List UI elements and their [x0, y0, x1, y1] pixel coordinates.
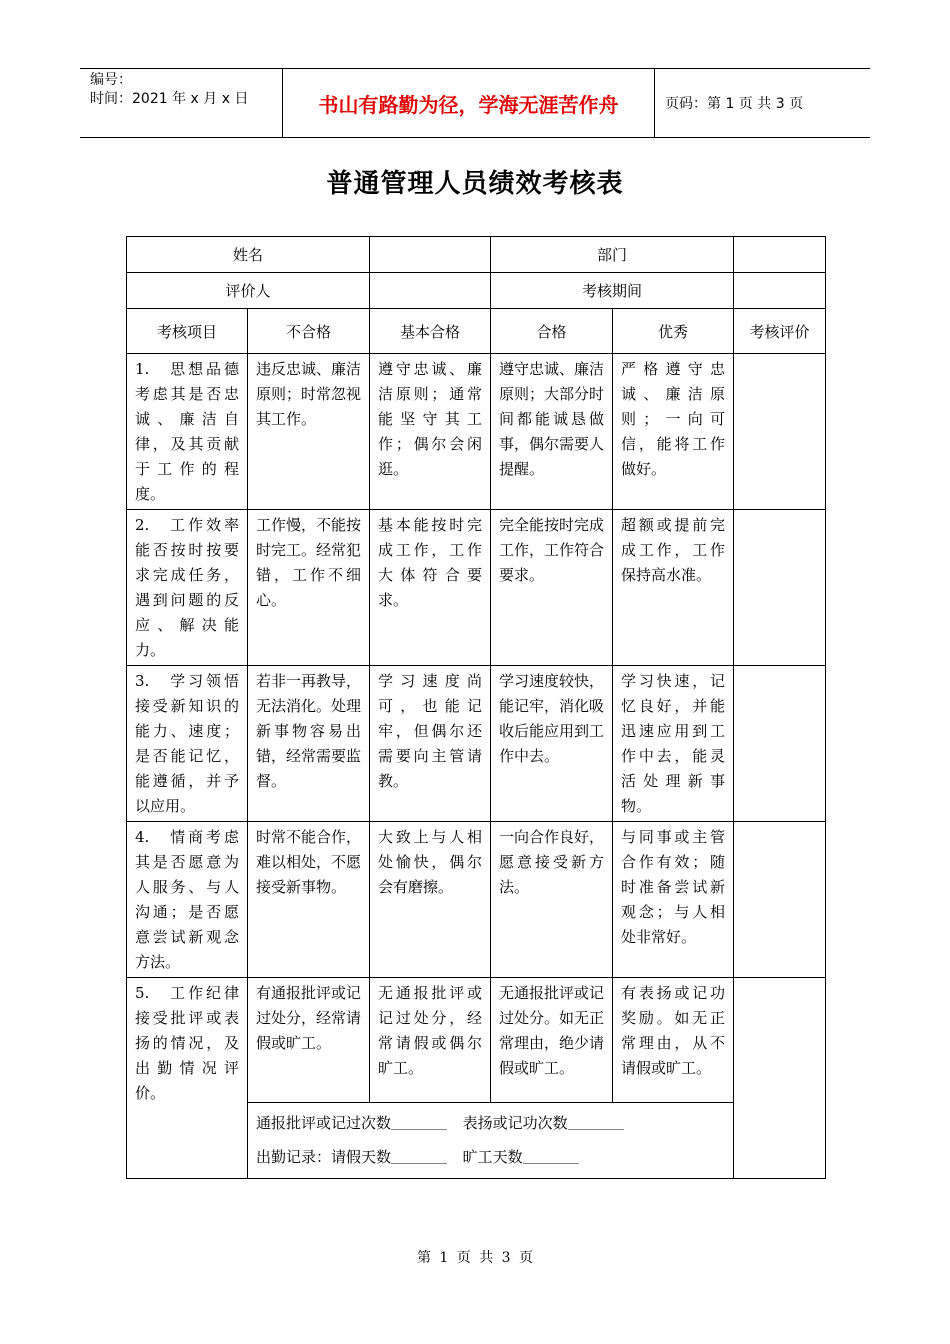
col-header-basic-pass: 基本合格 — [370, 309, 491, 354]
fail-cell: 若非一再教导，无法消化。处理新事物容易出错，经常需要监督。 — [248, 666, 370, 822]
item-cell: 5. 工作纪律接受批评或表扬的情况，及出勤情况评价。 — [127, 978, 248, 1179]
evaluation-cell[interactable] — [734, 666, 826, 822]
fail-cell: 有通报批评或记过处分，经常请假或旷工。 — [248, 978, 370, 1103]
name-label: 姓名 — [127, 237, 370, 273]
evaluator-field[interactable] — [370, 273, 491, 309]
page-title: 普通管理人员绩效考核表 — [326, 169, 624, 199]
appraisal-table — [126, 236, 826, 1179]
info-row-1 — [127, 237, 826, 273]
item-cell: 1. 思想品德考虑其是否忠诚、廉洁自律，及其贡献于工作的程度。 — [127, 354, 248, 510]
basic-pass-cell: 学习速度尚可，也能记牢，但偶尔还需要向主管请教。 — [370, 666, 491, 822]
basic-pass-cell: 大致上与人相处愉快，偶尔会有磨擦。 — [370, 822, 491, 978]
criticism-count-field[interactable] — [391, 1111, 447, 1130]
pass-cell: 遵守忠诚、廉洁原则；大部分时间都能诚恳做事，偶尔需要人提醒。 — [491, 354, 613, 510]
header-motto: 书山有路勤为径，学海无涯苦作舟 — [283, 69, 655, 137]
evaluation-cell[interactable] — [734, 978, 826, 1179]
fail-cell: 工作慢，不能按时完工。经常犯错，工作不细心。 — [248, 510, 370, 666]
absent-days-field[interactable] — [523, 1145, 579, 1164]
pass-cell: 一向合作良好，愿意接受新方法。 — [491, 822, 613, 978]
pass-cell: 无通报批评或记过处分。如无正常理由，绝少请假或旷工。 — [491, 978, 613, 1103]
excellent-cell: 超额或提前完成工作，工作保持高水准。 — [613, 510, 734, 666]
header-meta — [80, 69, 283, 137]
basic-pass-cell: 基本能按时完成工作，工作大体符合要求。 — [370, 510, 491, 666]
discipline-records — [248, 1103, 734, 1179]
item-cell: 3. 学习领悟接受新知识的能力、速度；是否能记忆，能遵循，并予以应用。 — [127, 666, 248, 822]
record-line-1 — [256, 1106, 725, 1140]
evaluation-cell[interactable] — [734, 822, 826, 978]
item-cell: 2. 工作效率能否按时按要求完成任务，遇到问题的反应、解决能力。 — [127, 510, 248, 666]
col-header-item: 考核项目 — [127, 309, 248, 354]
leave-days-field[interactable] — [391, 1145, 447, 1164]
col-header-excellent: 优秀 — [613, 309, 734, 354]
absent-days-label: 旷工天数 — [462, 1148, 523, 1166]
excellent-cell: 学习快速，记忆良好，并能迅速应用到工作中去，能灵活处理新事物。 — [613, 666, 734, 822]
table-row — [127, 354, 826, 510]
item-cell: 4. 情商考虑其是否愿意为人服务、与人沟通；是否愿意尝试新观念方法。 — [127, 822, 248, 978]
table-row — [127, 822, 826, 978]
col-header-fail: 不合格 — [248, 309, 370, 354]
praise-count-field[interactable] — [568, 1111, 624, 1130]
serial-label: 编号： — [90, 72, 132, 88]
evaluator-label: 评价人 — [127, 273, 370, 309]
excellent-cell: 严格遵守忠诚、廉洁原则；一向可信，能将工作做好。 — [613, 354, 734, 510]
header-page-code: 页码：第 1 页 共 3 页 — [665, 96, 804, 112]
period-field[interactable] — [734, 273, 826, 309]
name-field[interactable] — [370, 237, 491, 273]
basic-pass-cell: 无通报批评或记过处分，经常请假或偶尔旷工。 — [370, 978, 491, 1103]
table-row — [127, 510, 826, 666]
fail-cell: 违反忠诚、廉洁原则；时常忽视其工作。 — [248, 354, 370, 510]
col-header-evaluation: 考核评价 — [734, 309, 826, 354]
dept-field[interactable] — [734, 237, 826, 273]
document-header — [80, 68, 870, 138]
page-footer: 第 1 页 共 3 页 — [416, 1250, 534, 1266]
criticism-count-label: 通报批评或记过次数 — [256, 1114, 392, 1132]
evaluation-cell[interactable] — [734, 510, 826, 666]
period-label: 考核期间 — [491, 273, 734, 309]
praise-count-label: 表扬或记功次数 — [462, 1114, 568, 1132]
excellent-cell: 与同事或主管合作有效；随时准备尝试新观念；与人相处非常好。 — [613, 822, 734, 978]
pass-cell: 完全能按时完成工作，工作符合要求。 — [491, 510, 613, 666]
col-header-pass: 合格 — [491, 309, 613, 354]
info-row-2 — [127, 273, 826, 309]
basic-pass-cell: 遵守忠诚、廉洁原则；通常能坚守其工作；偶尔会闲逛。 — [370, 354, 491, 510]
time-label: 时间：2021 年 x 月 x 日 — [90, 91, 249, 107]
fail-cell: 时常不能合作，难以相处，不愿接受新事物。 — [248, 822, 370, 978]
column-header-row — [127, 309, 826, 354]
leave-days-label: 出勤记录：请假天数 — [256, 1148, 392, 1166]
table-row — [127, 666, 826, 822]
evaluation-cell[interactable] — [734, 354, 826, 510]
pass-cell: 学习速度较快，能记牢，消化吸收后能应用到工作中去。 — [491, 666, 613, 822]
table-row — [127, 978, 826, 1103]
excellent-cell: 有表扬或记功奖励。如无正常理由，从不请假或旷工。 — [613, 978, 734, 1103]
dept-label: 部门 — [491, 237, 734, 273]
record-line-2 — [256, 1140, 725, 1174]
